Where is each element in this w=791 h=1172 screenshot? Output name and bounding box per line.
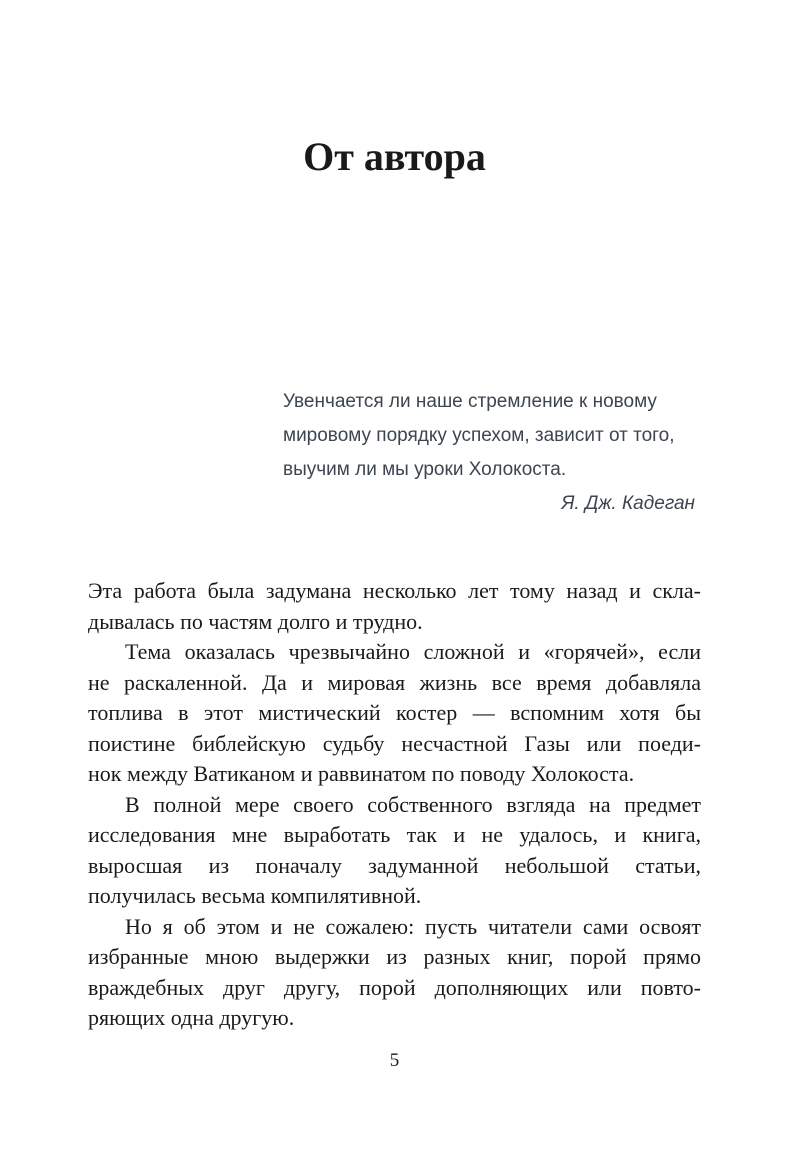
text-line: топлива в этот мистический костер — вспомним хотя бы <box>88 700 701 725</box>
paragraph <box>88 912 701 1034</box>
epigraph-line: Увенчается ли наше стремление к новому <box>283 391 657 412</box>
epigraph-lines <box>283 385 695 487</box>
text-line: В полной мере своего собственного взгляда на предмет <box>125 791 701 817</box>
text-line: ряющих одна другую. <box>88 1005 295 1030</box>
epigraph-line: выучим ли мы уроки Холокоста. <box>283 459 567 480</box>
text-line: Эта работа была задумана несколько лет тому назад и скла- <box>88 578 701 603</box>
page-number: 5 <box>389 1050 400 1071</box>
body-text <box>88 576 701 1034</box>
text-line: исследования мне выработать так и не удалось, и книга, <box>88 822 701 847</box>
text-line: поистине библейскую судьбу несчастной Газы или поеди- <box>88 730 701 756</box>
text-line: Но я об этом и не сожалею: пусть читатели сами освоят <box>125 913 701 939</box>
text-line: нок между Ватиканом и раввинатом по поводу Холокоста. <box>88 761 635 786</box>
epigraph-line: мировому порядку успехом, зависит от того, <box>283 425 675 446</box>
text-line: Тема оказалась чрезвычайно сложной и «горячей», если <box>125 639 701 664</box>
epigraph <box>283 385 695 521</box>
text-line: не раскаленной. Да и мировая жизнь все время добавляла <box>88 669 701 695</box>
epigraph-attribution: Я. Дж. Кадеган <box>561 493 695 514</box>
text-line: избранные мною выдержки из разных книг, порой прямо <box>88 944 701 969</box>
paragraph <box>88 637 701 790</box>
paragraph <box>88 790 701 912</box>
page-title: От автора <box>303 134 486 179</box>
paragraph <box>88 576 701 637</box>
text-line: враждебных друг другу, порой дополняющих или повто- <box>88 974 701 1000</box>
text-line: дывалась по частям долго и трудно. <box>88 608 423 634</box>
text-line: выросшая из поначалу задуманной небольшой статьи, <box>88 852 701 878</box>
text-line: получилась весьма компилятивной. <box>88 883 422 908</box>
